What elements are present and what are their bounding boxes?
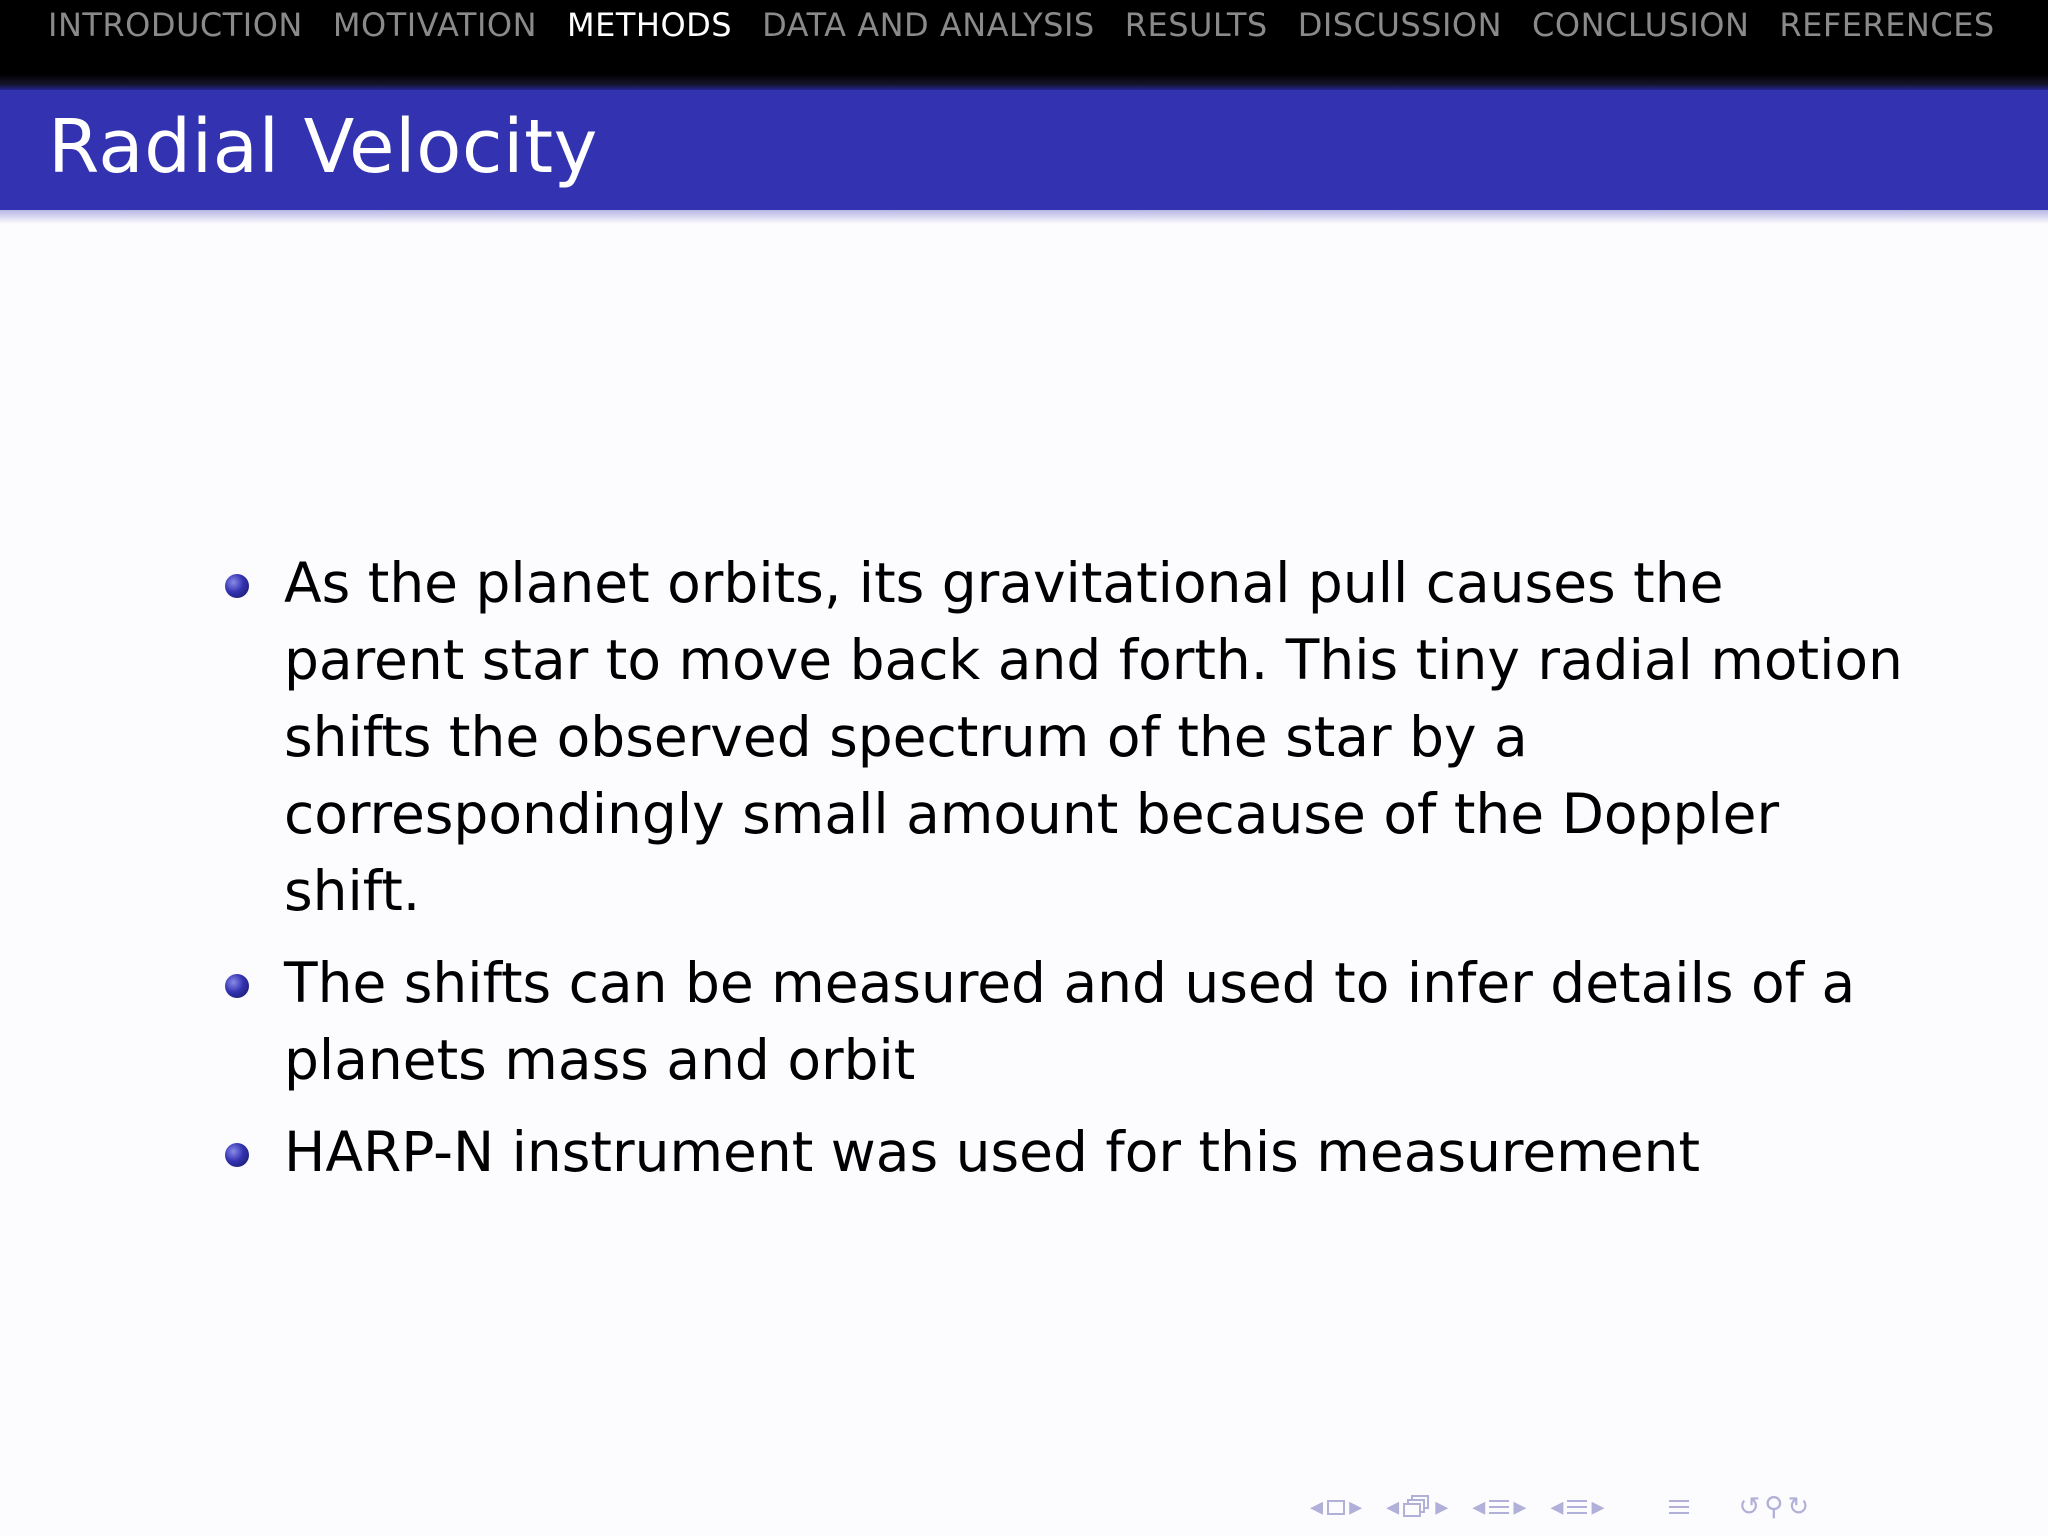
nav-item-results[interactable]: RESULTS — [1124, 6, 1268, 44]
nav-item-motivation[interactable]: MOTIVATION — [332, 6, 537, 44]
nav-item-methods[interactable]: METHODS — [567, 6, 733, 44]
section-navigation-bar — [0, 0, 2048, 90]
back-icon[interactable]: ↺ — [1738, 1492, 1761, 1522]
bullet-item — [220, 545, 1920, 930]
bullet-icon — [225, 974, 249, 998]
frame-nav-group — [1386, 1492, 1448, 1522]
bullet-item — [220, 1114, 1920, 1191]
subsection-next-icon[interactable]: ▸ — [1513, 1492, 1527, 1522]
frame-icon[interactable] — [1403, 1495, 1431, 1519]
slide-prev-icon[interactable]: ◂ — [1310, 1492, 1324, 1522]
slide-title: Radial Velocity — [48, 104, 598, 190]
nav-item-discussion[interactable]: DISCUSSION — [1297, 6, 1503, 44]
document-icon[interactable] — [1669, 1500, 1689, 1514]
nav-item-data-and-analysis[interactable]: DATA AND ANALYSIS — [762, 6, 1095, 44]
document-nav-group — [1669, 1500, 1689, 1514]
bullet-icon — [225, 574, 249, 598]
forward-icon[interactable]: ↻ — [1787, 1492, 1810, 1522]
section-prev-icon[interactable]: ◂ — [1550, 1492, 1564, 1522]
search-icon[interactable]: ⚲ — [1764, 1492, 1784, 1522]
bullet-icon — [225, 1143, 249, 1167]
bullet-text: The shifts can be measured and used to infer details of a planets mass and orbit — [284, 951, 1856, 1092]
nav-item-conclusion[interactable]: CONCLUSION — [1532, 6, 1750, 44]
search-nav-group — [1739, 1492, 1810, 1522]
subsection-prev-icon[interactable]: ◂ — [1472, 1492, 1486, 1522]
section-next-icon[interactable]: ▸ — [1591, 1492, 1605, 1522]
beamer-navigation-symbols — [1310, 1490, 2030, 1524]
slide-icon[interactable] — [1327, 1500, 1345, 1515]
bullet-text: As the planet orbits, its gravitational pull causes the parent star to move back and forth. This tiny radial motion shifts the observed spectrum of the star by a correspondingly small amount because of the Doppler shift. — [284, 551, 1903, 923]
bullet-item — [220, 945, 1920, 1099]
bullet-text: HARP-N instrument was used for this measurement — [284, 1120, 1701, 1184]
nav-item-introduction[interactable]: INTRODUCTION — [48, 6, 303, 44]
section-icon[interactable] — [1567, 1500, 1587, 1514]
slide-nav-group — [1310, 1492, 1362, 1522]
bullet-list — [220, 545, 1920, 1191]
slide-content — [220, 545, 1920, 1206]
section-nav-group — [1550, 1492, 1604, 1522]
slide-next-icon[interactable]: ▸ — [1349, 1492, 1363, 1522]
frame-next-icon[interactable]: ▸ — [1435, 1492, 1449, 1522]
section-navigation-list — [48, 6, 1995, 44]
subsection-icon[interactable] — [1489, 1500, 1509, 1514]
frame-title-bar — [0, 90, 2048, 210]
nav-item-references[interactable]: REFERENCES — [1779, 6, 1995, 44]
frame-prev-icon[interactable]: ◂ — [1386, 1492, 1400, 1522]
subsection-nav-group — [1472, 1492, 1526, 1522]
